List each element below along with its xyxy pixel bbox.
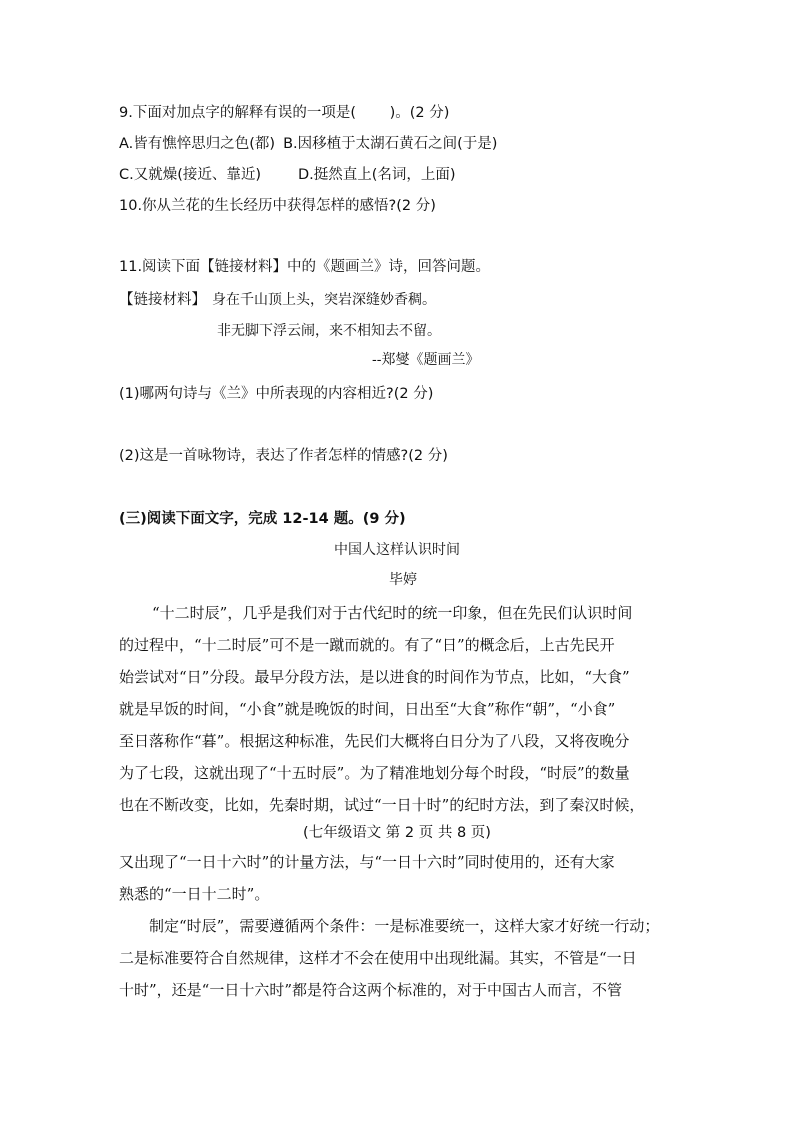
q11-stem: 11.阅读下面【链接材料】中的《题画兰》诗，回答问题。 <box>119 259 491 275</box>
poem-line-2: 非无脚下浮云闹，来不相知去不留。 <box>217 323 441 339</box>
para1-line-1: “十二时辰”，几乎是我们对于古代纪时的统一印象，但在先民们认识时间 <box>152 604 633 622</box>
article-author: 毕婷 <box>389 572 417 588</box>
para1-line-2: 的过程中，“十二时辰”可不是一蹴而就的。有了“日”的概念后，上古先民开 <box>119 636 615 654</box>
q9-stem: 9.下面对加点字的解释有误的一项是( )。(2 分) <box>119 105 450 121</box>
para2-line-1: 制定“时辰”，需要遵循两个条件：一是标准要统一，这样大家才好统一行动； <box>149 917 660 935</box>
para1-line-5: 至日落称作“暮”。根据这种标准，先民们大概将白日分为了八段，又将夜晚分 <box>119 732 630 750</box>
page-footer: (七年级语文 第 2 页 共 8 页) <box>303 825 491 841</box>
para2-line-2: 二是标准要符合自然规律，这样才不会在使用中出现纰漏。其实，不管是“一日 <box>119 949 637 967</box>
q9-options-row2 <box>119 165 456 185</box>
q9-option-d: D.挺然直上(名词，上面) <box>298 167 456 183</box>
link-material-label: 【链接材料】 <box>119 292 206 308</box>
q11-sub1: (1)哪两句诗与《兰》中所表现的内容相近?(2 分) <box>119 386 434 402</box>
q10-stem: 10.你从兰花的生长经历中获得怎样的感悟?(2 分) <box>119 198 436 214</box>
article-title: 中国人这样认识时间 <box>334 542 460 558</box>
para1-line-3: 始尝试对“日”分段。最早分段方法，是以进食的时间作为节点，比如，“大食” <box>119 668 630 686</box>
section-heading: (三)阅读下面文字，完成 12-14 题。(9 分) <box>119 511 406 527</box>
q11-sub2: (2)这是一首咏物诗，表达了作者怎样的情感?(2 分) <box>119 448 448 464</box>
poem-line-1: 身在千山顶上头，突岩深缝妙香稠。 <box>212 292 436 308</box>
para1-line-7: 也在不断改变，比如，先秦时期，试过“一日十时”的纪时方法，到了秦汉时候， <box>119 796 645 814</box>
para1-cont-line-1: 又出现了“一日十六时”的计量方法，与“一日十六时”同时使用的，还有大家 <box>119 853 615 871</box>
q9-options-row1 <box>119 134 497 154</box>
link-material-row <box>119 290 436 310</box>
para1-cont-line-2: 熟悉的“一日十二时”。 <box>119 885 270 903</box>
poem-attribution: --郑燮《题画兰》 <box>372 352 480 368</box>
para2-line-3: 十时”，还是“一日十六时”都是符合这两个标准的，对于中国古人而言，不管 <box>119 981 623 999</box>
para1-line-6: 为了七段，这就出现了“十五时辰”。为了精准地划分每个时段，“时辰”的数量 <box>119 764 630 782</box>
para1-line-4: 就是早饭的时间，“小食”就是晚饭的时间，日出至“大食”称作“朝”，“小食” <box>119 700 616 718</box>
q9-option-b: B.因移植于太湖石黄石之间(于是) <box>283 136 498 152</box>
q9-option-c: C.又就燥(接近、靠近) <box>119 167 262 183</box>
q9-option-a: A.皆有憔悴思归之色(都) <box>119 136 276 152</box>
